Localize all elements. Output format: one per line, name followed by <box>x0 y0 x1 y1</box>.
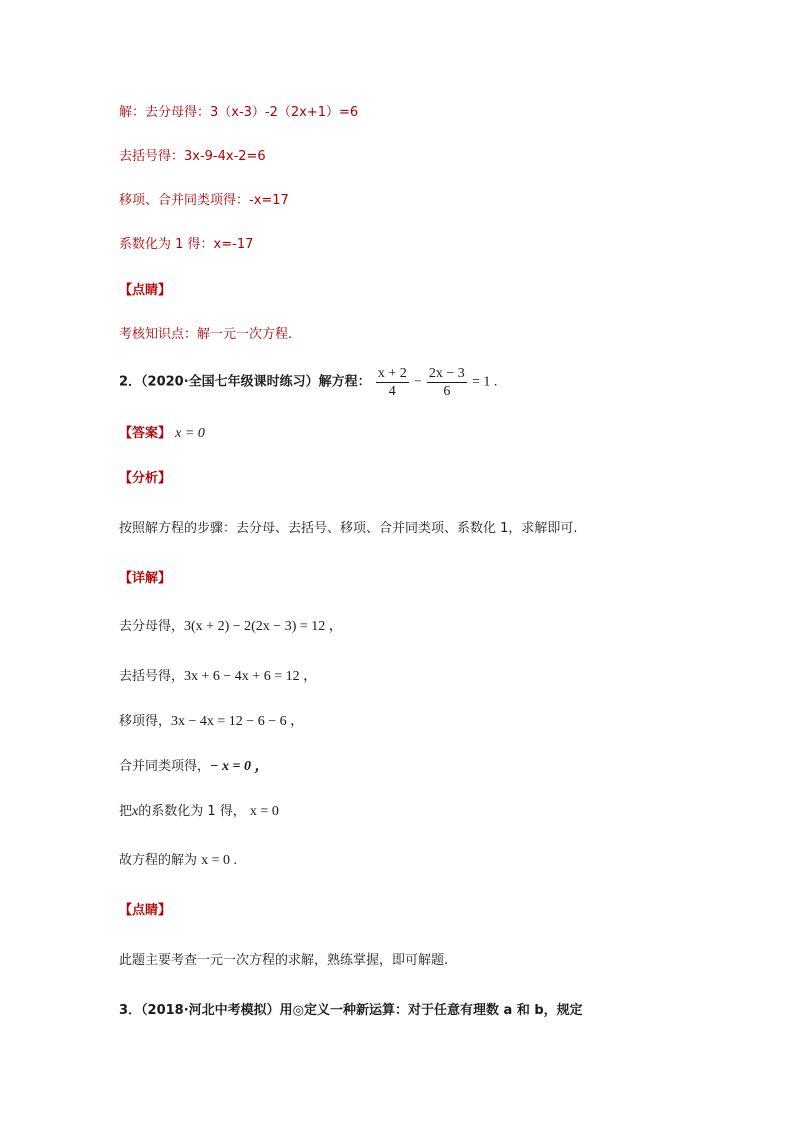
minus-sign: − <box>413 374 422 390</box>
step-combine-label: 合并同类项得， <box>119 759 211 774</box>
equation-rhs: = 1 . <box>471 374 498 390</box>
line-knowledge-point: 考核知识点：解一元一次方程. <box>119 327 293 342</box>
question-3: 3．（2018·河北中考模拟）用◎定义一种新运算：对于任意有理数 a 和 b，规定 <box>119 1003 583 1018</box>
step-coefficient-variable: x <box>132 804 139 819</box>
step-conclusion-label: 故方程的解为 <box>119 853 198 868</box>
step-denominator-label: 去分母得， <box>119 619 185 634</box>
line-solution-step2: 去括号得：3x-9-4x-2=6 <box>119 149 266 164</box>
fraction-1-numerator: x + 2 <box>377 366 407 381</box>
step-denominator-math: 3(x + 2) − 2(2x − 3) = 12 ， <box>184 619 343 634</box>
line-solution-step4: 系数化为 1 得：x=-17 <box>119 237 254 252</box>
question-2-prefix: 2．（2020·全国七年级课时练习）解方程： <box>119 374 371 390</box>
step-coefficient-math: x = 0 <box>249 804 279 819</box>
line-solution-step3: 移项、合并同类项得：-x=17 <box>119 193 289 208</box>
step-transpose-label: 移项得， <box>119 714 172 729</box>
heading-dianjing-1: 【点睛】 <box>119 283 172 298</box>
summary-text: 此题主要考查一元一次方程的求解，熟练掌握，即可解题. <box>119 953 449 968</box>
heading-dianjing-2: 【点睛】 <box>119 903 172 918</box>
heading-detail: 【详解】 <box>119 571 172 586</box>
fraction-1-denominator: 4 <box>388 384 396 399</box>
step-coefficient <box>119 803 279 821</box>
step-combine <box>119 758 268 776</box>
heading-analysis: 【分析】 <box>119 471 172 486</box>
answer-line <box>119 425 205 443</box>
fraction-2 <box>427 365 467 400</box>
line-solution-step1: 解：去分母得：3（x-3）-2（2x+1）=6 <box>119 105 359 120</box>
fraction-2-numerator: 2x − 3 <box>428 366 465 381</box>
answer-label: 【答案】 <box>119 426 172 441</box>
step-brackets-math: 3x + 6 − 4x + 6 = 12 ， <box>184 669 318 684</box>
step-transpose-math: 3x − 4x = 12 − 6 − 6 ， <box>171 714 305 729</box>
step-coefficient-label-a: 把 <box>119 804 133 819</box>
step-conclusion-math: x = 0 . <box>201 853 238 868</box>
fraction-2-denominator: 6 <box>443 384 451 399</box>
step-brackets-label: 去括号得， <box>119 669 185 684</box>
step-combine-math: − x = 0 ， <box>210 759 269 774</box>
analysis-text: 按照解方程的步骤：去分母、去括号、移项、合并同类项、系数化 1，求解即可. <box>119 521 578 536</box>
step-conclusion <box>119 852 237 870</box>
question-2 <box>119 365 497 400</box>
step-brackets <box>119 668 317 686</box>
fraction-1 <box>376 365 409 400</box>
step-coefficient-label-b: 的系数化为 1 得， <box>138 804 246 819</box>
step-transpose <box>119 713 304 731</box>
answer-value: x = 0 <box>175 426 205 441</box>
step-denominator <box>119 618 343 636</box>
